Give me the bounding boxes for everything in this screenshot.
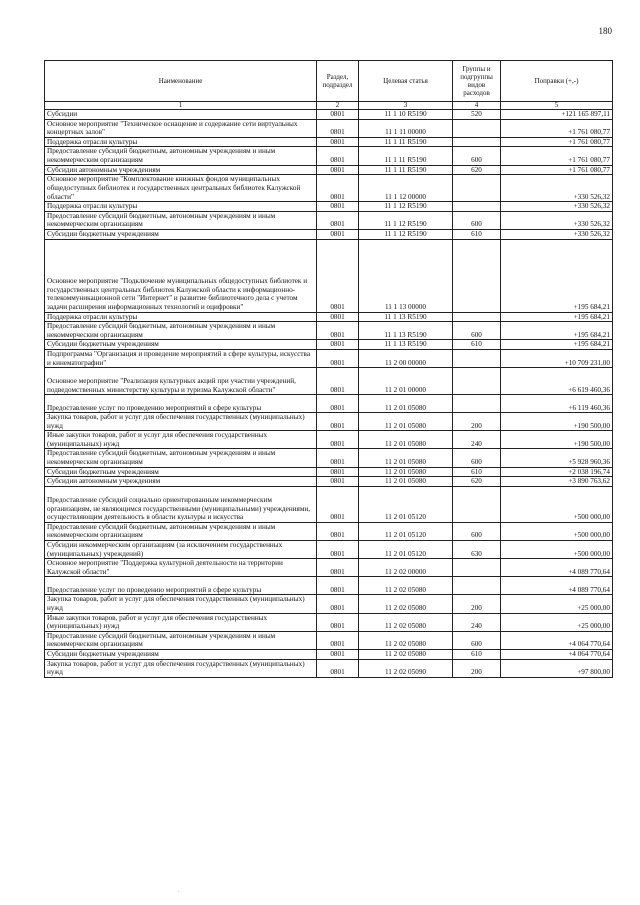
row-section: 0801 bbox=[317, 577, 359, 595]
column-number: 5 bbox=[501, 102, 613, 110]
table-row bbox=[45, 541, 613, 559]
row-target: 11 1 11 R5190 bbox=[359, 137, 453, 147]
row-group bbox=[453, 137, 501, 147]
row-name: Субсидии автономным учреждениям bbox=[45, 165, 317, 175]
row-section: 0801 bbox=[317, 541, 359, 559]
row-name: Основное мероприятие "Реализация культурных акций при участии учреждений, подведомственных министерству культуры и туризма Калужской области" bbox=[45, 368, 317, 395]
row-amount: +1 761 080,77 bbox=[501, 165, 613, 175]
row-target: 11 2 01 05120 bbox=[359, 522, 453, 540]
table-row bbox=[45, 486, 613, 522]
row-group: 610 bbox=[453, 229, 501, 239]
table-row bbox=[45, 559, 613, 577]
row-amount: +4 064 770,64 bbox=[501, 649, 613, 659]
row-name: Субсидии bbox=[45, 110, 317, 120]
row-section: 0801 bbox=[317, 477, 359, 487]
row-target: 11 2 01 00000 bbox=[359, 368, 453, 395]
row-group: 610 bbox=[453, 340, 501, 350]
row-name: Субсидии бюджетным учреждениям bbox=[45, 467, 317, 477]
row-group: 600 bbox=[453, 211, 501, 229]
row-name: Иные закупки товаров, работ и услуг для обеспечения государственных (муниципальных) нужд bbox=[45, 431, 317, 449]
row-name: Субсидии автономным учреждениям bbox=[45, 477, 317, 487]
table-body bbox=[45, 110, 613, 678]
row-group bbox=[453, 486, 501, 522]
table-row bbox=[45, 368, 613, 395]
row-target: 11 1 11 R5190 bbox=[359, 165, 453, 175]
row-name: Закупка товаров, работ и услуг для обеспечения государственных (муниципальных) нужд bbox=[45, 413, 317, 431]
row-target: 11 2 02 00000 bbox=[359, 559, 453, 577]
row-name: Подпрограмма "Организация и проведение мероприятий в сфере культуры, искусства и кинематографии" bbox=[45, 349, 317, 367]
header-section: Раздел, подраздел bbox=[317, 61, 359, 102]
header-amendment: Поправки (+,-) bbox=[501, 61, 613, 102]
table-row bbox=[45, 467, 613, 477]
row-amount: +2 038 196,74 bbox=[501, 467, 613, 477]
row-target: 11 1 12 R5190 bbox=[359, 211, 453, 229]
row-amount: +1 761 080,77 bbox=[501, 147, 613, 165]
row-section: 0801 bbox=[317, 340, 359, 350]
table-row bbox=[45, 431, 613, 449]
table-row bbox=[45, 349, 613, 367]
row-section: 0801 bbox=[317, 119, 359, 137]
row-name: Закупка товаров, работ и услуг для обеспечения государственных (муниципальных) нужд bbox=[45, 595, 317, 613]
row-target: 11 1 12 R5190 bbox=[359, 229, 453, 239]
row-section: 0801 bbox=[317, 595, 359, 613]
row-section: 0801 bbox=[317, 613, 359, 631]
row-target: 11 1 13 R5190 bbox=[359, 312, 453, 322]
table-row bbox=[45, 119, 613, 137]
row-amount: +195 684,21 bbox=[501, 322, 613, 340]
row-target: 11 2 02 05080 bbox=[359, 631, 453, 649]
row-name: Субсидии бюджетным учреждениям bbox=[45, 340, 317, 350]
row-group: 200 bbox=[453, 595, 501, 613]
row-section: 0801 bbox=[317, 110, 359, 120]
row-group bbox=[453, 239, 501, 312]
table-header-row bbox=[45, 61, 613, 102]
row-amount: +5 928 960,36 bbox=[501, 449, 613, 467]
table-row bbox=[45, 477, 613, 487]
table-row bbox=[45, 577, 613, 595]
row-section: 0801 bbox=[317, 202, 359, 212]
table-row bbox=[45, 202, 613, 212]
row-group: 600 bbox=[453, 322, 501, 340]
row-name: Предоставление услуг по проведению мероприятий в сфере культуры bbox=[45, 395, 317, 413]
scan-mark: . bbox=[178, 888, 180, 894]
row-section: 0801 bbox=[317, 413, 359, 431]
table-row bbox=[45, 659, 613, 677]
row-target: 11 2 01 05080 bbox=[359, 413, 453, 431]
row-group: 620 bbox=[453, 165, 501, 175]
row-name: Субсидии бюджетным учреждениям bbox=[45, 229, 317, 239]
row-amount: +195 684,21 bbox=[501, 239, 613, 312]
column-number: 4 bbox=[453, 102, 501, 110]
table-row bbox=[45, 239, 613, 312]
table-row bbox=[45, 522, 613, 540]
row-section: 0801 bbox=[317, 229, 359, 239]
row-group: 600 bbox=[453, 631, 501, 649]
table-row bbox=[45, 229, 613, 239]
row-amount: +500 000,00 bbox=[501, 541, 613, 559]
row-section: 0801 bbox=[317, 211, 359, 229]
table-row bbox=[45, 211, 613, 229]
row-target: 11 2 01 05120 bbox=[359, 486, 453, 522]
row-amount: +6 619 460,36 bbox=[501, 368, 613, 395]
row-name: Предоставление субсидий бюджетным, автономным учреждениям и иным некоммерческим организациям bbox=[45, 322, 317, 340]
row-amount: +330 526,32 bbox=[501, 229, 613, 239]
row-target: 11 1 13 00000 bbox=[359, 239, 453, 312]
row-amount: +25 000,00 bbox=[501, 595, 613, 613]
table-row bbox=[45, 649, 613, 659]
row-section: 0801 bbox=[317, 312, 359, 322]
row-target: 11 1 12 R5190 bbox=[359, 202, 453, 212]
row-name: Основное мероприятие "Поддержка культурной деятельности на территории Калужской области" bbox=[45, 559, 317, 577]
row-target: 11 1 10 R5190 bbox=[359, 110, 453, 120]
row-name: Предоставление субсидий бюджетным, автономным учреждениям и иным некоммерческим организациям bbox=[45, 449, 317, 467]
table-row bbox=[45, 449, 613, 467]
row-section: 0801 bbox=[317, 165, 359, 175]
row-group bbox=[453, 559, 501, 577]
row-group: 600 bbox=[453, 449, 501, 467]
table-row bbox=[45, 312, 613, 322]
row-group: 610 bbox=[453, 467, 501, 477]
table-row bbox=[45, 147, 613, 165]
row-section: 0801 bbox=[317, 368, 359, 395]
row-section: 0801 bbox=[317, 395, 359, 413]
row-group: 600 bbox=[453, 147, 501, 165]
table-row bbox=[45, 595, 613, 613]
row-amount: +500 000,00 bbox=[501, 522, 613, 540]
row-section: 0801 bbox=[317, 486, 359, 522]
row-amount: +10 709 231,00 bbox=[501, 349, 613, 367]
row-group: 240 bbox=[453, 613, 501, 631]
row-amount: +4 089 770,64 bbox=[501, 577, 613, 595]
row-group bbox=[453, 202, 501, 212]
row-name: Основное мероприятие "Подключение муниципальных общедоступных библиотек и государственных центральных библиотек Калужской области к информационно-телекоммуникационной сети "Интернет" и развитие библиотечного дела с учетом задачи расширения информационных технологий и оцифровки" bbox=[45, 239, 317, 312]
table-row bbox=[45, 340, 613, 350]
row-name: Основное мероприятие "Комплектование книжных фондов муниципальных общедоступных библиотек и государственных центральных библиотек Калужской области" bbox=[45, 175, 317, 202]
row-section: 0801 bbox=[317, 322, 359, 340]
header-target: Целевая статья bbox=[359, 61, 453, 102]
row-amount: +330 526,32 bbox=[501, 202, 613, 212]
row-name: Поддержка отрасли культуры bbox=[45, 312, 317, 322]
row-target: 11 2 01 05080 bbox=[359, 467, 453, 477]
row-target: 11 2 02 05080 bbox=[359, 649, 453, 659]
row-group: 630 bbox=[453, 541, 501, 559]
row-target: 11 1 13 R5190 bbox=[359, 322, 453, 340]
table-row bbox=[45, 395, 613, 413]
budget-amendments-table bbox=[44, 60, 613, 678]
row-target: 11 2 01 05080 bbox=[359, 395, 453, 413]
header-group: Группы и подгруппы видов расходов bbox=[453, 61, 501, 102]
row-target: 11 2 02 05080 bbox=[359, 613, 453, 631]
row-name: Поддержка отрасли культуры bbox=[45, 202, 317, 212]
row-target: 11 2 02 05090 bbox=[359, 659, 453, 677]
table-row bbox=[45, 613, 613, 631]
row-section: 0801 bbox=[317, 175, 359, 202]
row-section: 0801 bbox=[317, 137, 359, 147]
row-target: 11 2 01 05080 bbox=[359, 449, 453, 467]
row-section: 0801 bbox=[317, 431, 359, 449]
row-group bbox=[453, 395, 501, 413]
row-amount: +3 890 763,62 bbox=[501, 477, 613, 487]
row-section: 0801 bbox=[317, 147, 359, 165]
table-row bbox=[45, 110, 613, 120]
row-section: 0801 bbox=[317, 449, 359, 467]
row-name: Предоставление субсидий социально ориентированным некоммерческим организациям, не являющимся государственными (муниципальными) учреждениями, осуществляющим деятельность в области культуры и искусства bbox=[45, 486, 317, 522]
row-section: 0801 bbox=[317, 522, 359, 540]
row-target: 11 1 11 00000 bbox=[359, 119, 453, 137]
row-amount: +330 526,32 bbox=[501, 211, 613, 229]
row-name: Предоставление субсидий бюджетным, автономным учреждениям и иным некоммерческим организациям bbox=[45, 631, 317, 649]
row-target: 11 1 12 00000 bbox=[359, 175, 453, 202]
row-section: 0801 bbox=[317, 559, 359, 577]
row-group: 620 bbox=[453, 477, 501, 487]
row-group bbox=[453, 119, 501, 137]
row-target: 11 2 01 05080 bbox=[359, 477, 453, 487]
row-section: 0801 bbox=[317, 349, 359, 367]
row-name: Предоставление субсидий бюджетным, автономным учреждениям и иным некоммерческим организациям bbox=[45, 147, 317, 165]
row-section: 0801 bbox=[317, 659, 359, 677]
row-amount: +1 761 080,77 bbox=[501, 119, 613, 137]
row-target: 11 2 02 05080 bbox=[359, 595, 453, 613]
row-group: 240 bbox=[453, 431, 501, 449]
column-number-row bbox=[45, 102, 613, 110]
row-amount: +1 761 080,77 bbox=[501, 137, 613, 147]
row-group: 200 bbox=[453, 659, 501, 677]
row-amount: +25 000,00 bbox=[501, 613, 613, 631]
row-amount: +6 119 460,36 bbox=[501, 395, 613, 413]
row-name: Иные закупки товаров, работ и услуг для обеспечения государственных (муниципальных) нужд bbox=[45, 613, 317, 631]
page-number: 180 bbox=[598, 26, 612, 36]
row-group: 200 bbox=[453, 413, 501, 431]
row-group: 520 bbox=[453, 110, 501, 120]
column-number: 3 bbox=[359, 102, 453, 110]
table-row bbox=[45, 165, 613, 175]
row-section: 0801 bbox=[317, 631, 359, 649]
column-number: 2 bbox=[317, 102, 359, 110]
table-row bbox=[45, 137, 613, 147]
column-number: 1 bbox=[45, 102, 317, 110]
header-name: Наименование bbox=[45, 61, 317, 102]
row-name: Поддержка отрасли культуры bbox=[45, 137, 317, 147]
table-row bbox=[45, 175, 613, 202]
row-name: Предоставление субсидий бюджетным, автономным учреждениям и иным некоммерческим организациям bbox=[45, 211, 317, 229]
row-section: 0801 bbox=[317, 239, 359, 312]
row-amount: +4 089 770,64 bbox=[501, 559, 613, 577]
row-target: 11 1 11 R5190 bbox=[359, 147, 453, 165]
row-group bbox=[453, 175, 501, 202]
row-target: 11 2 00 00000 bbox=[359, 349, 453, 367]
row-name: Предоставление услуг по проведению мероприятий в сфере культуры bbox=[45, 577, 317, 595]
row-section: 0801 bbox=[317, 649, 359, 659]
row-target: 11 1 13 R5190 bbox=[359, 340, 453, 350]
row-name: Субсидии бюджетным учреждениям bbox=[45, 649, 317, 659]
row-name: Основное мероприятие "Техническое оснащение и содержание сети виртуальных концертных залов" bbox=[45, 119, 317, 137]
row-amount: +97 800,00 bbox=[501, 659, 613, 677]
row-target: 11 2 01 05080 bbox=[359, 431, 453, 449]
table-row bbox=[45, 631, 613, 649]
row-amount: +500 000,00 bbox=[501, 486, 613, 522]
row-section: 0801 bbox=[317, 467, 359, 477]
row-amount: +190 500,00 bbox=[501, 413, 613, 431]
row-amount: +195 684,21 bbox=[501, 312, 613, 322]
row-amount: +195 684,21 bbox=[501, 340, 613, 350]
row-amount: +121 165 897,11 bbox=[501, 110, 613, 120]
row-group bbox=[453, 577, 501, 595]
row-target: 11 2 02 05080 bbox=[359, 577, 453, 595]
row-group bbox=[453, 368, 501, 395]
row-amount: +4 064 770,64 bbox=[501, 631, 613, 649]
row-amount: +330 526,32 bbox=[501, 175, 613, 202]
row-target: 11 2 01 05120 bbox=[359, 541, 453, 559]
row-group: 610 bbox=[453, 649, 501, 659]
table-row bbox=[45, 322, 613, 340]
row-name: Субсидии некоммерческим организациям (за исключением государственных (муниципальных) учреждений) bbox=[45, 541, 317, 559]
row-name: Предоставление субсидий бюджетным, автономным учреждениям и иным некоммерческим организациям bbox=[45, 522, 317, 540]
row-amount: +190 500,00 bbox=[501, 431, 613, 449]
row-group: 600 bbox=[453, 522, 501, 540]
row-group bbox=[453, 349, 501, 367]
row-name: Закупка товаров, работ и услуг для обеспечения государственных (муниципальных) нужд bbox=[45, 659, 317, 677]
row-group bbox=[453, 312, 501, 322]
table-row bbox=[45, 413, 613, 431]
